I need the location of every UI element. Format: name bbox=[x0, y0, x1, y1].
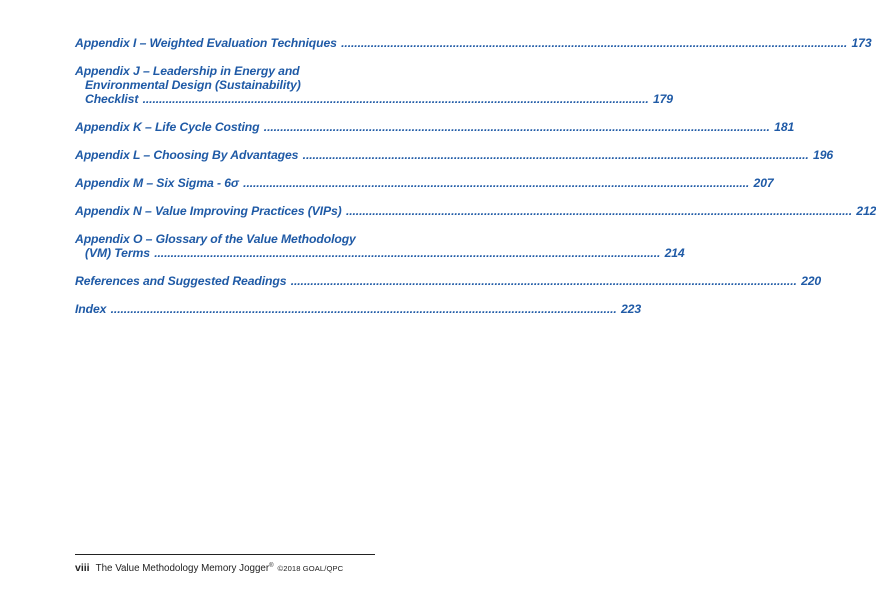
dot-leader bbox=[143, 92, 649, 106]
toc-entry-title: Appendix N – Value Improving Practices (VIPs) bbox=[75, 204, 342, 218]
toc-page-number: 214 bbox=[664, 246, 685, 260]
dot-leader bbox=[154, 246, 660, 260]
toc-entry-title-continued: (VM) Terms bbox=[85, 246, 150, 260]
toc-entry-title: Appendix I – Weighted Evaluation Techniques bbox=[75, 36, 337, 50]
toc-entry-line bbox=[75, 36, 872, 50]
dot-leader bbox=[346, 204, 852, 218]
toc-page-number: 181 bbox=[774, 120, 795, 134]
toc-entry-title: Index bbox=[75, 302, 107, 316]
toc-entry-appendix-l[interactable] bbox=[75, 148, 834, 162]
table-of-contents bbox=[75, 36, 876, 316]
toc-entry-title-continued: Environmental Design (Sustainability) bbox=[85, 78, 301, 92]
toc-entry-line bbox=[75, 120, 795, 134]
toc-entry-index[interactable] bbox=[75, 302, 642, 316]
page-footer bbox=[75, 562, 395, 574]
toc-entry-appendix-m[interactable] bbox=[75, 176, 774, 190]
toc-page-number: 179 bbox=[652, 92, 673, 106]
toc-page-number: 220 bbox=[801, 274, 822, 288]
toc-entry-references[interactable] bbox=[75, 274, 822, 288]
dot-leader bbox=[341, 36, 847, 50]
toc-entry-line bbox=[75, 92, 673, 106]
toc-entry-appendix-o[interactable] bbox=[75, 232, 685, 260]
toc-entry-line bbox=[75, 176, 774, 190]
toc-entry-title: Appendix J – Leadership in Energy and bbox=[75, 64, 300, 78]
footer-rule bbox=[75, 554, 375, 555]
dot-leader bbox=[303, 148, 809, 162]
toc-page-number: 212 bbox=[856, 204, 876, 218]
toc-entry-title: Appendix M – Six Sigma - 6σ bbox=[75, 176, 243, 190]
toc-entry-line bbox=[75, 274, 822, 288]
toc-entry-title: Appendix O – Glossary of the Value Methodology bbox=[75, 232, 356, 246]
footer-page-number: viii bbox=[75, 562, 90, 574]
toc-entry-title: Appendix L – Choosing By Advantages bbox=[75, 148, 302, 162]
dot-leader bbox=[264, 120, 770, 134]
dot-leader bbox=[111, 302, 617, 316]
toc-entry-appendix-n[interactable] bbox=[75, 204, 876, 218]
toc-entry-line bbox=[75, 204, 876, 218]
toc-page-number: 207 bbox=[753, 176, 774, 190]
toc-entry-title: Appendix K – Life Cycle Costing bbox=[75, 120, 260, 134]
toc-entry-title-continued: Checklist bbox=[85, 92, 139, 106]
dot-leader bbox=[291, 274, 797, 288]
toc-entry-appendix-i[interactable] bbox=[75, 36, 872, 50]
registered-mark: ® bbox=[269, 562, 274, 569]
toc-entry-line bbox=[75, 302, 642, 316]
toc-page-number: 196 bbox=[813, 148, 834, 162]
dot-leader bbox=[243, 176, 749, 190]
toc-page-number: 173 bbox=[851, 36, 872, 50]
toc-entry-appendix-j[interactable] bbox=[75, 64, 673, 106]
footer-copyright: ©2018 GOAL/QPC bbox=[277, 564, 344, 573]
footer-book-title: The Value Methodology Memory Jogger bbox=[95, 563, 270, 574]
toc-entry-line bbox=[75, 148, 834, 162]
toc-entry-line bbox=[75, 246, 685, 260]
toc-page-number: 223 bbox=[621, 302, 642, 316]
toc-entry-appendix-k[interactable] bbox=[75, 120, 795, 134]
toc-entry-title: References and Suggested Readings bbox=[75, 274, 287, 288]
